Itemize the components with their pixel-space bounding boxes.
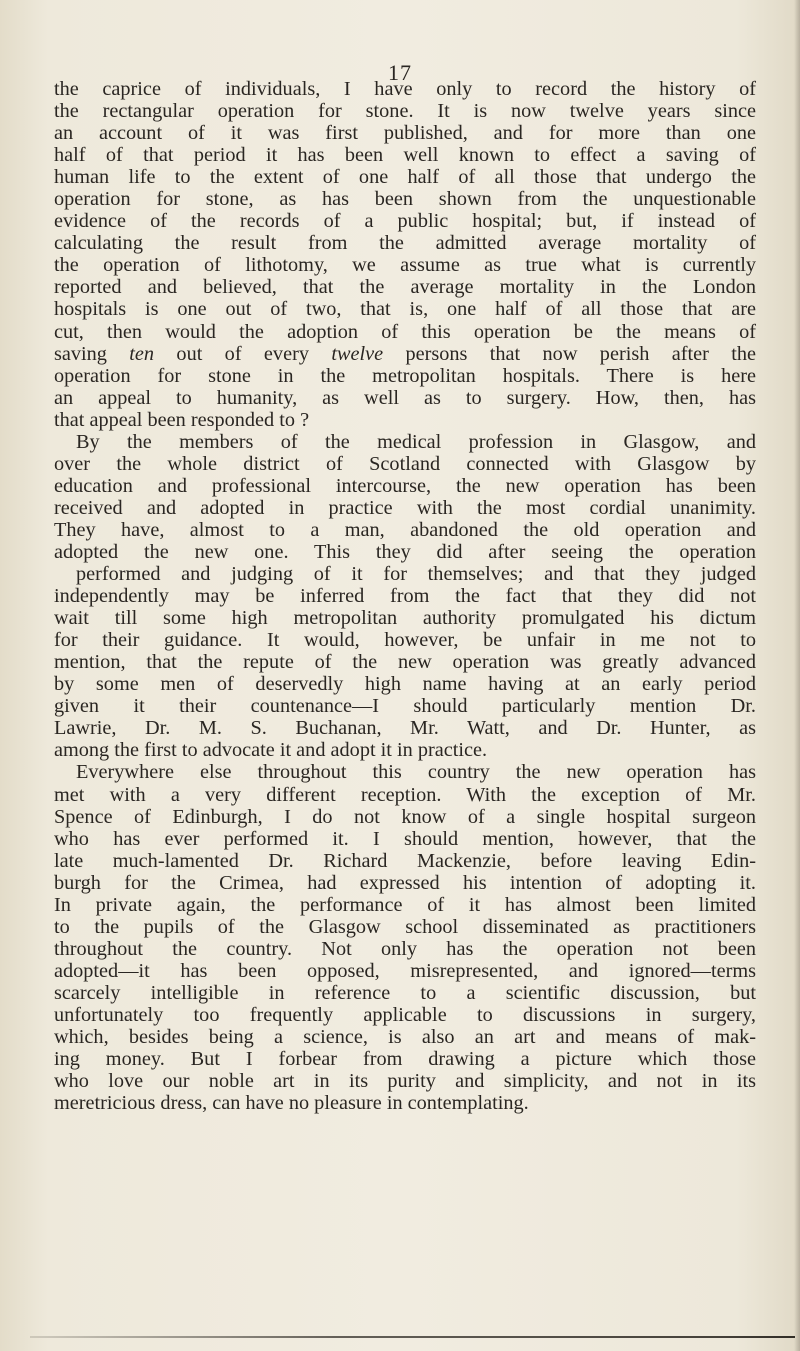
text-line: received and adopted in practice with the most cordial unanimity. [54,496,756,519]
text-line: Spence of Edinburgh, I do not know of a single hospital surgeon [54,805,756,828]
text-line: late much-lamented Dr. Richard Mackenzie, before leaving Edin- [54,849,756,872]
text-line: hospitals is one out of two, that is, one half of all those that are [54,298,756,321]
text-line: met with a very different reception. With the exception of Mr. [54,783,756,806]
text-line: independently may be inferred from the fact that they did not [54,585,756,608]
page-edge-shadow [794,0,800,1351]
text-line: meretricious dress, can have no pleasure in contemplating. [54,1092,529,1115]
text-line: education and professional intercourse, the new operation has been [54,474,756,497]
text-line: They have, almost to a man, abandoned the old operation and [54,518,756,541]
italic-text: ten [129,342,155,365]
text-line: an account of it was first published, and for more than one [54,122,756,145]
text-line: calculating the result from the admitted average mortality of [54,232,756,255]
text-line: for their guidance. It would, however, be unfair in me not to [54,629,756,652]
text-line: operation for stone in the metropolitan hospitals. There is here [54,364,756,387]
page-number: 17 [388,60,412,85]
text-line: to the pupils of the Glasgow school disseminated as practitioners [54,915,756,938]
text-line: performed and judging of it for themselves; and that they judged [76,563,756,586]
text-line: the caprice of individuals, I have only to record the history of [54,78,756,100]
text-line: evidence of the records of a public hospital; but, if instead of [54,210,756,233]
paragraph-start: Everywhere else throughout this country the new operation has [76,761,756,784]
text-line: by some men of deservedly high name having at an early period [54,673,756,696]
bottom-page-edge [30,1336,795,1338]
text-line: who love our noble art in its purity and simplicity, and not in its [54,1070,756,1093]
text-line: cut, then would the adoption of this operation be the means of [54,320,756,343]
text-line: human life to the extent of one half of all those that undergo the [54,166,756,189]
text-line: who has ever performed it. I should mention, however, that the [54,827,756,850]
text-run: persons that now perish after the [383,342,756,365]
italic-text: twelve [331,342,384,365]
text-line: adopted the new one. This they did after seeing the operation [54,540,756,563]
text-line: among the first to advocate it and adopt it in practice. [54,739,488,762]
text-run: saving [54,342,130,365]
text-line: the operation of lithotomy, we assume as true what is currently [54,254,756,277]
text-line: an appeal to humanity, as well as to surgery. How, then, has [54,386,756,409]
text-line: unfortunately too frequently applicable to discussions in surgery, [54,1003,756,1026]
text-line: over the whole district of Scotland connected with Glasgow by [54,452,756,475]
text-line: In private again, the performance of it has almost been limited [54,893,756,916]
text-line: burgh for the Crimea, had expressed his intention of adopting it. [54,871,756,894]
text-line: that appeal been responded to ? [54,408,310,431]
paragraph-start: By the members of the medical profession in Glasgow, and [76,430,756,453]
text-line: given it their countenance—I should particularly mention Dr. [54,695,756,718]
text-line: Lawrie, Dr. M. S. Buchanan, Mr. Watt, and Dr. Hunter, as [54,717,756,740]
text-line-with-italics [54,343,756,365]
text-line: which, besides being a science, is also an art and means of mak- [54,1026,756,1049]
text-line: ing money. But I forbear from drawing a picture which those [54,1048,756,1071]
text-line: throughout the country. Not only has the operation not been [54,937,756,960]
text-line: operation for stone, as has been shown from the unquestionable [54,188,756,211]
text-line: wait till some high metropolitan authority promulgated his dictum [54,607,756,630]
text-line: scarcely intelligible in reference to a scientific discussion, but [54,981,756,1004]
text-line: the rectangular operation for stone. It is now twelve years since [54,100,756,123]
body-text [54,78,756,1114]
text-run: out of every [154,342,332,365]
text-line: mention, that the repute of the new operation was greatly advanced [54,651,756,674]
text-line: reported and believed, that the average mortality in the London [54,276,756,299]
text-line: adopted—it has been opposed, misrepresented, and ignored—terms [54,959,756,982]
text-line: half of that period it has been well known to effect a saving of [54,144,756,167]
